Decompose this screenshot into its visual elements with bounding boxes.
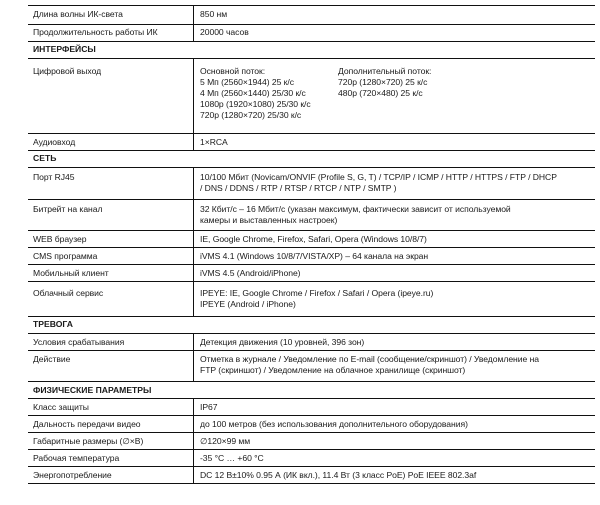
spec-label: Продолжительность работы ИК xyxy=(33,27,158,37)
spec-value: ∅120×99 мм xyxy=(200,436,251,446)
section-heading: ФИЗИЧЕСКИЕ ПАРАМЕТРЫ xyxy=(33,385,152,395)
divider xyxy=(28,432,595,433)
column-divider xyxy=(193,167,194,316)
divider xyxy=(28,230,595,231)
divider xyxy=(28,167,595,168)
spec-value: DC 12 В±10% 0.95 А (ИК вкл.), 11.4 Вт (3 класс PoE) PoE IEEE 802.3af xyxy=(200,470,477,480)
spec-value: Дополнительный поток: xyxy=(338,66,432,76)
spec-value: 20000 часов xyxy=(200,27,249,37)
spec-value: Отметка в журнале / Уведомление по E-mail (сообщение/скриншот) / Уведомление на xyxy=(200,354,539,364)
spec-value: IPEYE (Android / iPhone) xyxy=(200,299,296,309)
divider xyxy=(28,381,595,382)
spec-label: Энергопотребление xyxy=(33,470,112,480)
spec-value: 1080p (1920×1080) 25/30 к/с xyxy=(200,99,311,109)
divider xyxy=(28,150,595,151)
spec-value: 850 нм xyxy=(200,9,228,19)
spec-label: Дальность передачи видео xyxy=(33,419,141,429)
section-heading: ИНТЕРФЕЙСЫ xyxy=(33,44,96,54)
spec-label: Мобильный клиент xyxy=(33,268,109,278)
spec-label: WEB браузер xyxy=(33,234,87,244)
divider xyxy=(28,281,595,282)
divider xyxy=(28,24,595,25)
spec-value: IP67 xyxy=(200,402,218,412)
spec-label: Аудиовход xyxy=(33,137,76,147)
spec-value: 32 Кбит/с – 16 Мбит/с (указан максимум, фактически зависит от используемой xyxy=(200,204,511,214)
spec-value: -35 °C … +60 °C xyxy=(200,453,264,463)
spec-value: FTP (скриншот) / Уведомление на облачное хранилище (скриншот) xyxy=(200,365,466,375)
section-heading: ТРЕВОГА xyxy=(33,319,73,329)
spec-value: 720p (1280×720) 25 к/с xyxy=(338,77,428,87)
spec-value: 480p (720×480) 25 к/с xyxy=(338,88,423,98)
divider xyxy=(28,247,595,248)
column-divider xyxy=(193,58,194,150)
spec-value: Основной поток: xyxy=(200,66,266,76)
divider xyxy=(28,316,595,317)
spec-value: Детекция движения (10 уровней, 396 зон) xyxy=(200,337,365,347)
divider xyxy=(28,41,595,42)
spec-label: Условия срабатывания xyxy=(33,337,125,347)
spec-label: Битрейт на канал xyxy=(33,204,103,214)
spec-label: Рабочая температура xyxy=(33,453,120,463)
spec-value: iVMS 4.1 (Windows 10/8/7/VISTA/XP) – 64 канала на экран xyxy=(200,251,429,261)
divider xyxy=(28,449,595,450)
spec-label: CMS программа xyxy=(33,251,98,261)
divider xyxy=(28,199,595,200)
spec-value: 720p (1280×720) 25/30 к/с xyxy=(200,110,302,120)
divider xyxy=(28,264,595,265)
spec-label: Действие xyxy=(33,354,71,364)
column-divider xyxy=(193,333,194,381)
spec-label: Габаритные размеры (∅×В) xyxy=(33,436,144,446)
spec-label: Цифровой выход xyxy=(33,66,102,76)
divider xyxy=(28,466,595,467)
spec-value: IE, Google Chrome, Firefox, Safari, Opera (Windows 10/8/7) xyxy=(200,234,427,244)
spec-value: IPEYE: IE, Google Chrome / Firefox / Safari / Opera (ipeye.ru) xyxy=(200,288,434,298)
spec-value: 1×RCA xyxy=(200,137,228,147)
spec-value: / DNS / DDNS / RTP / RTSP / RTCP / NTP / SMTP ) xyxy=(200,183,397,193)
spec-label: Порт RJ45 xyxy=(33,172,75,182)
spec-label: Класс защиты xyxy=(33,402,89,412)
section-heading: СЕТЬ xyxy=(33,153,57,163)
column-divider xyxy=(193,398,194,483)
divider xyxy=(28,5,595,6)
spec-value: 5 Мп (2560×1944) 25 к/с xyxy=(200,77,294,87)
spec-value: камеры и выставленных настроек) xyxy=(200,215,338,225)
spec-label: Облачный сервис xyxy=(33,288,104,298)
divider xyxy=(28,133,595,134)
divider xyxy=(28,58,595,59)
divider xyxy=(28,398,595,399)
divider xyxy=(28,333,595,334)
divider xyxy=(28,483,595,484)
spec-label: Длина волны ИК-света xyxy=(33,9,123,19)
spec-value: до 100 метров (без использования дополнительного оборудования) xyxy=(200,419,468,429)
spec-value: 10/100 Мбит (Novicam/ONVIF (Profile S, G, T) / TCP/IP / ICMP / HTTP / HTTPS / FTP / DHCP xyxy=(200,172,557,182)
column-divider xyxy=(193,5,194,41)
divider xyxy=(28,415,595,416)
divider xyxy=(28,350,595,351)
spec-value: iVMS 4.5 (Android/iPhone) xyxy=(200,268,301,278)
spec-value: 4 Мп (2560×1440) 25/30 к/с xyxy=(200,88,306,98)
